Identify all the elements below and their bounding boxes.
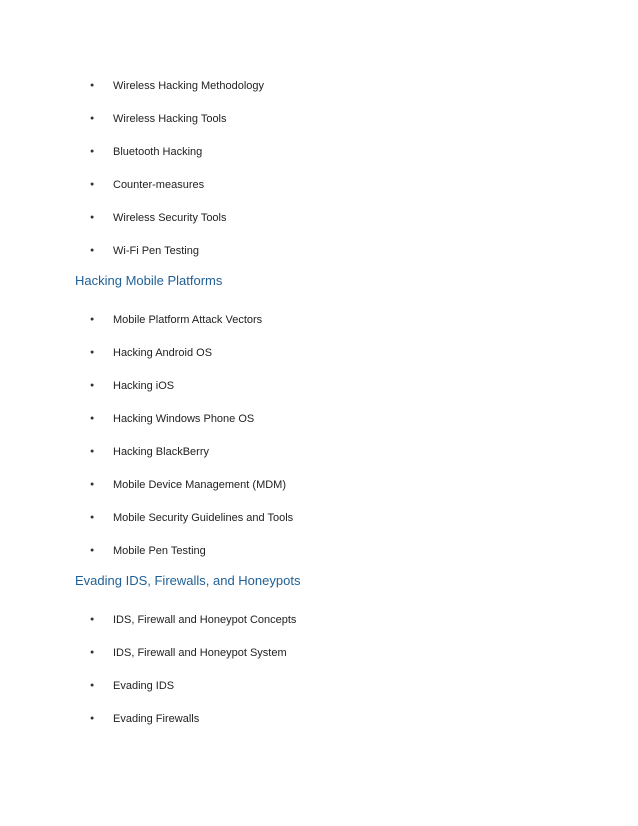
list-item-text: Mobile Platform Attack Vectors xyxy=(113,314,263,326)
list-item-text: Wireless Hacking Tools xyxy=(113,113,227,125)
list-item-text: Counter-measures xyxy=(113,179,205,191)
bullet-icon: ● xyxy=(90,415,95,422)
list-item xyxy=(90,711,199,727)
list-item xyxy=(90,444,209,460)
bullet-icon: ● xyxy=(90,82,95,89)
section-heading: Hacking Mobile Platforms xyxy=(75,273,223,288)
list-item xyxy=(90,210,227,226)
list-item-text: Mobile Device Management (MDM) xyxy=(113,479,286,491)
list-item xyxy=(90,345,212,361)
list-item-text: Hacking BlackBerry xyxy=(113,446,209,458)
bullet-icon: ● xyxy=(90,682,95,689)
list-item xyxy=(90,378,174,394)
bullet-icon: ● xyxy=(90,148,95,155)
list-item-text: Hacking Windows Phone OS xyxy=(113,413,255,425)
list-item xyxy=(90,111,227,127)
bullet-icon: ● xyxy=(90,448,95,455)
bullet-icon: ● xyxy=(90,349,95,356)
list-item xyxy=(90,477,286,493)
list-item-text: Hacking Android OS xyxy=(113,347,213,359)
list-item xyxy=(90,645,287,661)
bullet-icon: ● xyxy=(90,247,95,254)
bullet-icon: ● xyxy=(90,382,95,389)
list-item xyxy=(90,543,206,559)
list-item xyxy=(90,312,262,328)
bullet-icon: ● xyxy=(90,481,95,488)
list-item-text: Evading IDS xyxy=(113,680,175,692)
list-item-text: Bluetooth Hacking xyxy=(113,146,203,158)
list-item-text: Wireless Security Tools xyxy=(113,212,227,224)
section-heading: Evading IDS, Firewalls, and Honeypots xyxy=(75,573,301,588)
bullet-icon: ● xyxy=(90,514,95,521)
list-item-text: Mobile Pen Testing xyxy=(113,545,206,557)
list-item xyxy=(90,78,264,94)
list-item-text: Wireless Hacking Methodology xyxy=(113,80,265,92)
list-item xyxy=(90,144,202,160)
bullet-icon: ● xyxy=(90,649,95,656)
bullet-icon: ● xyxy=(90,214,95,221)
list-item-text: IDS, Firewall and Honeypot System xyxy=(113,647,287,659)
list-item xyxy=(90,510,293,526)
bullet-icon: ● xyxy=(90,115,95,122)
list-item xyxy=(90,612,296,628)
list-item-text: Hacking iOS xyxy=(113,380,175,392)
bullet-icon: ● xyxy=(90,547,95,554)
list-item-text: Mobile Security Guidelines and Tools xyxy=(113,512,294,524)
list-item xyxy=(90,411,254,427)
bullet-icon: ● xyxy=(90,181,95,188)
list-item xyxy=(90,177,204,193)
list-item-text: Evading Firewalls xyxy=(113,713,200,725)
bullet-icon: ● xyxy=(90,616,95,623)
list-item-text: Wi-Fi Pen Testing xyxy=(113,245,199,257)
bullet-icon: ● xyxy=(90,715,95,722)
list-item-text: IDS, Firewall and Honeypot Concepts xyxy=(113,614,297,626)
bullet-icon: ● xyxy=(90,316,95,323)
list-item xyxy=(90,243,199,259)
list-item xyxy=(90,678,174,694)
